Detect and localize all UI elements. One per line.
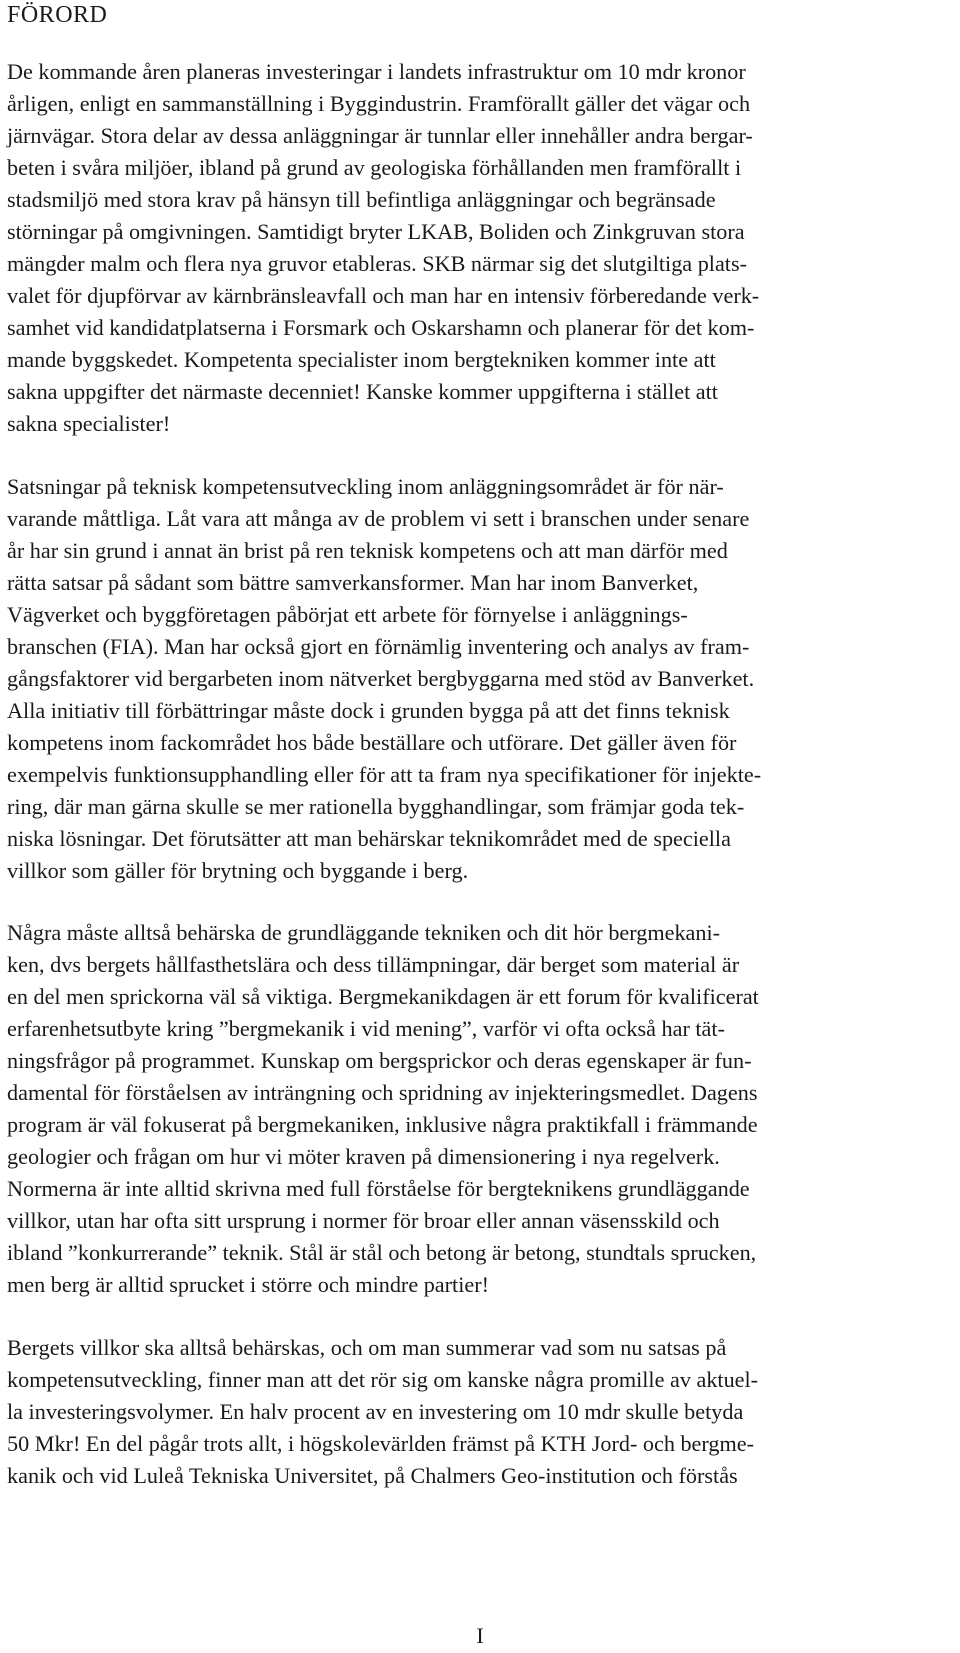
paragraph-conditions	[7, 1332, 957, 1492]
text-line: mängder malm och flera nya gruvor etableras. SKB närmar sig det slutgiltiga plats-	[7, 251, 747, 276]
text-line: årligen, enligt en sammanställning i Byggindustrin. Framförallt gäller det vägar och	[7, 91, 751, 116]
text-line: ningsfrågor på programmet. Kunskap om bergsprickor och deras egenskaper är fun-	[7, 1048, 752, 1073]
text-line: Några måste alltså behärska de grundläggande tekniken och dit hör bergmekani-	[7, 920, 721, 945]
text-line: valet för djupförvar av kärnbränsleavfall och man har en intensiv förberedande verk-	[7, 283, 760, 308]
text-line: geologier och frågan om hur vi möter kraven på dimensionering i nya regelverk.	[7, 1144, 720, 1169]
text-line: gångsfaktorer vid bergarbeten inom nätverket bergbyggarna med stöd av Banverket.	[7, 666, 755, 691]
text-line: en del men sprickorna väl så viktiga. Bergmekanikdagen är ett forum för kvalificerat	[7, 984, 759, 1009]
text-line: Alla initiativ till förbättringar måste dock i grunden bygga på att det finns teknisk	[7, 698, 730, 723]
paragraph-rock-mechanics	[7, 917, 957, 1301]
paragraph-intro	[7, 56, 957, 440]
text-line: niska lösningar. Det förutsätter att man behärskar teknikområdet med de speciella	[7, 826, 731, 851]
text-line: De kommande åren planeras investeringar i landets infrastruktur om 10 mdr kronor	[7, 59, 746, 84]
text-line: villkor, utan har ofta sitt ursprung i normer för broar eller annan väsensskild och	[7, 1208, 720, 1233]
text-line: ken, dvs bergets hållfasthetslära och dess tillämpningar, där berget som material är	[7, 952, 740, 977]
text-line: men berg är alltid sprucket i större och mindre partier!	[7, 1272, 489, 1297]
text-line: år har sin grund i annat än brist på ren teknisk kompetens och att man därför med	[7, 538, 728, 563]
page-number: I	[476, 1623, 484, 1648]
paragraph-competence	[7, 471, 957, 887]
text-line: sakna uppgifter det närmaste decenniet! Kanske kommer uppgifterna i stället att	[7, 379, 718, 404]
text-line: Normerna är inte alltid skrivna med full förståelse för bergteknikens grundläggande	[7, 1176, 750, 1201]
text-line: ring, där man gärna skulle se mer rationella bygghandlingar, som främjar goda tek-	[7, 794, 745, 819]
text-line: kompetens inom fackområdet hos både beställare och utförare. Det gäller även för	[7, 730, 737, 755]
text-line: kompetensutveckling, finner man att det rör sig om kanske några promille av aktuel-	[7, 1367, 759, 1392]
text-line: Vägverket och byggföretagen påbörjat ett arbete för förnyelse i anläggnings-	[7, 602, 688, 627]
text-line: järnvägar. Stora delar av dessa anläggningar är tunnlar eller innehåller andra bergar-	[7, 123, 753, 148]
text-line: la investeringsvolymer. En halv procent av en investering om 10 mdr skulle betyda	[7, 1399, 744, 1424]
text-line: rätta satsar på sådant som bättre samverkansformer. Man har inom Banverket,	[7, 570, 699, 595]
text-line: stadsmiljö med stora krav på hänsyn till befintliga anläggningar och begränsade	[7, 187, 716, 212]
text-line: mande byggskedet. Kompetenta specialister inom bergtekniken kommer inte att	[7, 347, 716, 372]
text-line: samhet vid kandidatplatserna i Forsmark och Oskarshamn och planerar för det kom-	[7, 315, 755, 340]
text-line: damental för förståelsen av inträngning och spridning av injekteringsmedlet. Dagens	[7, 1080, 758, 1105]
text-line: Bergets villkor ska alltså behärskas, och om man summerar vad som nu satsas på	[7, 1335, 727, 1360]
text-line: beten i svåra miljöer, ibland på grund av geologiska förhållanden men framförallt i	[7, 155, 742, 180]
text-line: ibland ”konkurrerande” teknik. Stål är stål och betong är betong, stundtals sprucken,	[7, 1240, 757, 1265]
text-line: sakna specialister!	[7, 411, 171, 436]
text-line: villkor som gäller för brytning och byggande i berg.	[7, 858, 469, 883]
text-line: erfarenhetsutbyte kring ”bergmekanik i vid mening”, varför vi ofta också har tät-	[7, 1016, 725, 1041]
text-line: 50 Mkr! En del pågår trots allt, i högskolevärlden främst på KTH Jord- och bergme-	[7, 1431, 754, 1456]
text-line: program är väl fokuserat på bergmekaniken, inklusive några praktikfall i främmande	[7, 1112, 758, 1137]
text-line: störningar på omgivningen. Samtidigt bryter LKAB, Boliden och Zinkgruvan stora	[7, 219, 745, 244]
text-line: varande måttliga. Låt vara att många av de problem vi sett i branschen under senare	[7, 506, 750, 531]
text-line: Satsningar på teknisk kompetensutveckling inom anläggningsområdet är för när-	[7, 474, 724, 499]
text-line: exempelvis funktionsupphandling eller för att ta fram nya specifikationer för injekte-	[7, 762, 762, 787]
page-title: FÖRORD	[7, 2, 108, 28]
text-line: branschen (FIA). Man har också gjort en förnämlig inventering och analys av fram-	[7, 634, 750, 659]
text-line: kanik och vid Luleå Tekniska Universitet, på Chalmers Geo-institution och förstås	[7, 1463, 738, 1488]
